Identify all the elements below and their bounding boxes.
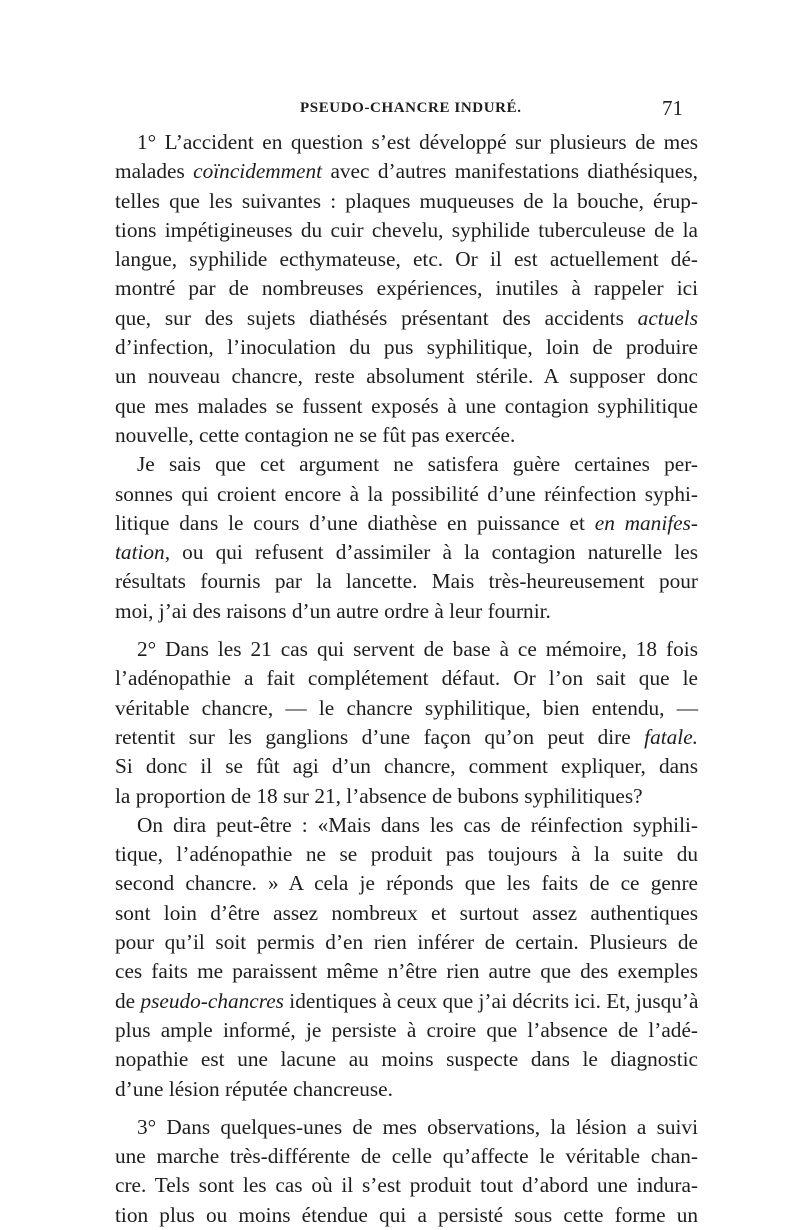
- text-line: [115, 509, 698, 538]
- text-line: [115, 928, 698, 957]
- text-line: [115, 1142, 698, 1171]
- text-line: [115, 957, 698, 986]
- text-line: [115, 1016, 698, 1045]
- text-segment: sonnes qui croient encore à la possibilité d’une réinfection syphi-: [115, 481, 698, 506]
- text-segment: d’une lésion réputée chancreuse.: [115, 1076, 393, 1101]
- text-segment: telles que les suivantes : plaques muqueuses de la bouche, érup-: [115, 188, 698, 213]
- text-line: [115, 392, 698, 421]
- text-line: [115, 157, 698, 186]
- text-segment: ou qui refusent d’assimiler à la contagion naturelle les: [170, 540, 698, 565]
- text-line: [115, 128, 698, 157]
- text-segment: nouvelle, cette contagion ne se fût pas exercée.: [115, 422, 516, 447]
- text-segment: que, sur des sujets diathésés présentant des accidents: [115, 305, 638, 330]
- text-segment: une marche très-différente de celle qu’affecte le véritable chan-: [115, 1144, 698, 1169]
- text-line: [115, 362, 698, 391]
- italic-text: fatale.: [644, 724, 698, 749]
- text-segment: litique dans le cours d’une diathèse en puissance et: [115, 510, 595, 535]
- text-line: [115, 664, 698, 693]
- text-segment: On dira peut-être : «Mais dans les cas de réinfection syphili-: [137, 812, 698, 837]
- text-segment: montré par de nombreuses expériences, inutiles à rappeler ici: [115, 276, 698, 301]
- text-segment: véritable chancre, — le chancre syphilitique, bien entendu, —: [115, 695, 698, 720]
- text-segment: résultats fournis par la lancette. Mais très-heureusement pour: [115, 569, 698, 594]
- text-line: [115, 752, 698, 781]
- text-line: [115, 1045, 698, 1074]
- text-line: [115, 567, 698, 596]
- text-segment: 1° L’accident en question s’est développé sur plusieurs de mes: [137, 130, 698, 154]
- text-line: [115, 304, 698, 333]
- text-segment: que mes malades se fussent exposés à une contagion syphilitique: [115, 393, 698, 418]
- text-line: [115, 987, 698, 1016]
- text-line: [115, 694, 698, 723]
- text-segment: langue, syphilide ecthymateuse, etc. Or il est actuellement dé-: [115, 247, 698, 272]
- text-line: [115, 840, 698, 869]
- text-line: [115, 1113, 698, 1142]
- italic-text: actuels: [637, 305, 698, 330]
- running-head: [0, 96, 800, 124]
- text-segment: plus ample informé, je persiste à croire que l’absence de l’adé-: [115, 1017, 698, 1042]
- text-line: [115, 782, 698, 811]
- text-line: [115, 421, 698, 450]
- text-segment: un nouveau chancre, reste absolument stérile. A supposer donc: [115, 364, 698, 389]
- text-segment: 3° Dans quelques-unes de mes observations, la lésion a suivi: [137, 1114, 698, 1139]
- text-line: [115, 869, 698, 898]
- text-segment: tions impétigineuses du cuir chevelu, syphilide tuberculeuse de la: [115, 217, 698, 242]
- text-segment: cre. Tels sont les cas où il s’est produit tout d’abord une indura-: [115, 1173, 698, 1198]
- text-line: [115, 274, 698, 303]
- text-line: [115, 1075, 698, 1104]
- text-line: [115, 597, 698, 626]
- italic-text: tation,: [115, 540, 171, 565]
- text-line: [115, 187, 698, 216]
- text-line: [115, 1171, 698, 1200]
- italic-text: pseudo-chancres: [140, 988, 284, 1013]
- text-line: [115, 538, 698, 567]
- body-text: [115, 128, 698, 1230]
- text-line: [115, 811, 698, 840]
- text-line: [115, 216, 698, 245]
- text-segment: malades: [115, 159, 194, 184]
- text-segment: nopathie est une lacune au moins suspecte dans le diagnostic: [115, 1047, 698, 1072]
- page-number: 71: [662, 96, 683, 120]
- running-head-title: PSEUDO-CHANCRE INDURÉ.: [300, 100, 522, 116]
- text-line: [115, 899, 698, 928]
- text-segment: ces faits me paraissent même n’être rien autre que des exemples: [115, 959, 698, 984]
- text-segment: tique, l’adénopathie ne se produit pas toujours à la suite du: [115, 842, 698, 867]
- text-segment: Si donc il se fût agi d’un chancre, comment expliquer, dans: [115, 754, 698, 779]
- text-segment: pour qu’il soit permis d’en rien inférer de certain. Plusieurs de: [115, 930, 698, 955]
- italic-text: coïncidemment: [193, 159, 323, 184]
- text-segment: sont loin d’être assez nombreux et surtout assez authentiques: [115, 900, 698, 925]
- text-segment: identiques à ceux que j’ai décrits ici. Et, jusqu’à: [283, 988, 699, 1013]
- text-segment: Je sais que cet argument ne satisfera guère certaines per-: [137, 452, 698, 477]
- text-line: [115, 723, 698, 752]
- text-line: [115, 245, 698, 274]
- text-segment: d’infection, l’inoculation du pus syphilitique, loin de produire: [115, 335, 698, 360]
- text-line: [115, 480, 698, 509]
- text-segment: retentit sur les ganglions d’une façon qu’on peut dire: [115, 724, 645, 749]
- text-segment: la proportion de 18 sur 21, l’absence de bubons syphilitiques?: [115, 783, 643, 808]
- text-segment: moi, j’ai des raisons d’un autre ordre à leur fournir.: [115, 598, 551, 623]
- text-segment: tion plus ou moins étendue qui a persisté sous cette forme un: [115, 1202, 698, 1227]
- text-segment: avec d’autres manifestations diathésiques,: [322, 159, 698, 184]
- text-line: [115, 1201, 698, 1230]
- text-segment: 2° Dans les 21 cas qui servent de base à ce mémoire, 18 fois: [137, 637, 698, 662]
- text-segment: l’adénopathie a fait complétement défaut. Or l’on sait que le: [115, 666, 698, 691]
- text-line: [115, 635, 698, 664]
- italic-text: en manifes-: [594, 510, 698, 535]
- text-line: [115, 450, 698, 479]
- text-segment: de: [115, 988, 141, 1013]
- text-line: [115, 333, 698, 362]
- text-segment: second chancre. » A cela je réponds que les faits de ce genre: [115, 871, 698, 896]
